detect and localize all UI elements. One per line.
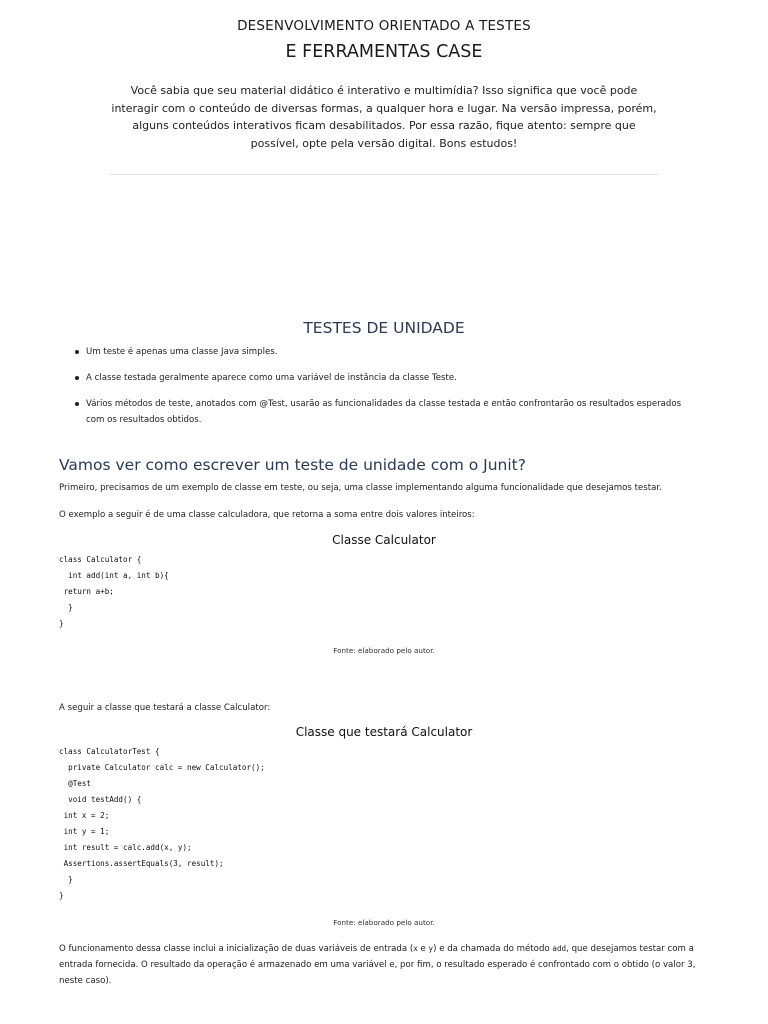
bullet-dot-icon bbox=[75, 350, 79, 354]
intro-paragraph: Você sabia que seu material didático é interativo e multimídia? Isso significa que você pode interagir com o conteúdo de diversas formas, a qualquer hora e lugar. Na versão impressa, porém, alguns conteúdos interativos ficam desabilitados. Por essa razão, fique atento: sempre que possível, opte pela versão digital. Bons estudos! bbox=[111, 84, 657, 150]
code-line: int y = 1; bbox=[59, 827, 110, 836]
code-line: class Calculator { bbox=[59, 555, 142, 564]
bullet-dot-icon bbox=[75, 376, 79, 380]
junit-paragraph-1: Primeiro, precisamos de um exemplo de classe em teste, ou seja, uma classe implementando alguma funcionalidade que desejamos testar. bbox=[59, 483, 662, 493]
figure-2-source: Fonte: elaborado pelo autor. bbox=[333, 918, 435, 927]
course-subtitle: E FERRAMENTAS CASE bbox=[285, 42, 483, 62]
bullet-dot-icon bbox=[75, 402, 79, 406]
code-line: } bbox=[59, 603, 73, 612]
code-line: Assertions.assertEquals(3, result); bbox=[59, 859, 224, 868]
code-block-calculator bbox=[59, 552, 699, 632]
inline-code-add: add bbox=[552, 944, 567, 953]
code-line: @Test bbox=[59, 779, 92, 788]
section-divider bbox=[110, 174, 658, 175]
bullet-text: Vários métodos de teste, anotados com @Test, usarão as funcionalidades da classe testada e então confrontarão os resultados esperados com os resultados obtidos. bbox=[86, 399, 682, 425]
figure-2-title: Classe que testará Calculator bbox=[295, 725, 473, 739]
figure-1-title: Classe Calculator bbox=[332, 533, 436, 547]
code-line: int add(int a, int b){ bbox=[59, 571, 169, 580]
closing-text: , que desejamos testar com a entrada fornecida. O resultado da operação é armazenado em uma variável e, por fim, o resultado esperado é confrontado com o obtido (o valor 3, neste caso). bbox=[59, 944, 696, 986]
bullet-list bbox=[70, 344, 700, 428]
code-line: int result = calc.add(x, y); bbox=[59, 843, 192, 852]
section-title: TESTES DE UNIDADE bbox=[303, 319, 465, 337]
code-line: } bbox=[59, 875, 73, 884]
bullet-item bbox=[70, 344, 700, 360]
closing-text: O funcionamento dessa classe inclui a inicialização de duas variáveis de entrada ( bbox=[59, 944, 414, 954]
code-line: } bbox=[59, 891, 64, 900]
bullet-item bbox=[70, 370, 700, 386]
transition-paragraph: A seguir a classe que testará a classe Calculator: bbox=[59, 703, 271, 713]
code-line: class CalculatorTest { bbox=[59, 747, 160, 756]
code-line: void testAdd() { bbox=[59, 795, 142, 804]
bullet-text: A classe testada geralmente aparece como uma variável de instância da classe Teste. bbox=[86, 373, 457, 383]
code-line: int x = 2; bbox=[59, 811, 110, 820]
junit-paragraph-2: O exemplo a seguir é de uma classe calculadora, que retorna a soma entre dois valores inteiros: bbox=[59, 510, 475, 520]
bullet-item bbox=[70, 396, 700, 428]
closing-text: ) e da chamada do método bbox=[433, 944, 553, 954]
inline-code-x: x bbox=[413, 944, 418, 953]
closing-paragraph bbox=[59, 941, 719, 989]
closing-text: e bbox=[417, 944, 429, 954]
course-title: DESENVOLVIMENTO ORIENTADO A TESTES bbox=[237, 18, 531, 34]
code-line: private Calculator calc = new Calculator(); bbox=[59, 763, 265, 772]
code-line: } bbox=[59, 619, 64, 628]
code-line: return a+b; bbox=[59, 587, 114, 596]
code-block-calculator-test bbox=[59, 744, 699, 904]
junit-heading: Vamos ver como escrever um teste de unidade com o Junit? bbox=[59, 456, 526, 474]
figure-1-source: Fonte: elaborado pelo autor. bbox=[333, 646, 435, 655]
bullet-text: Um teste é apenas uma classe Java simples. bbox=[86, 347, 278, 357]
inline-code-y: y bbox=[428, 944, 434, 953]
